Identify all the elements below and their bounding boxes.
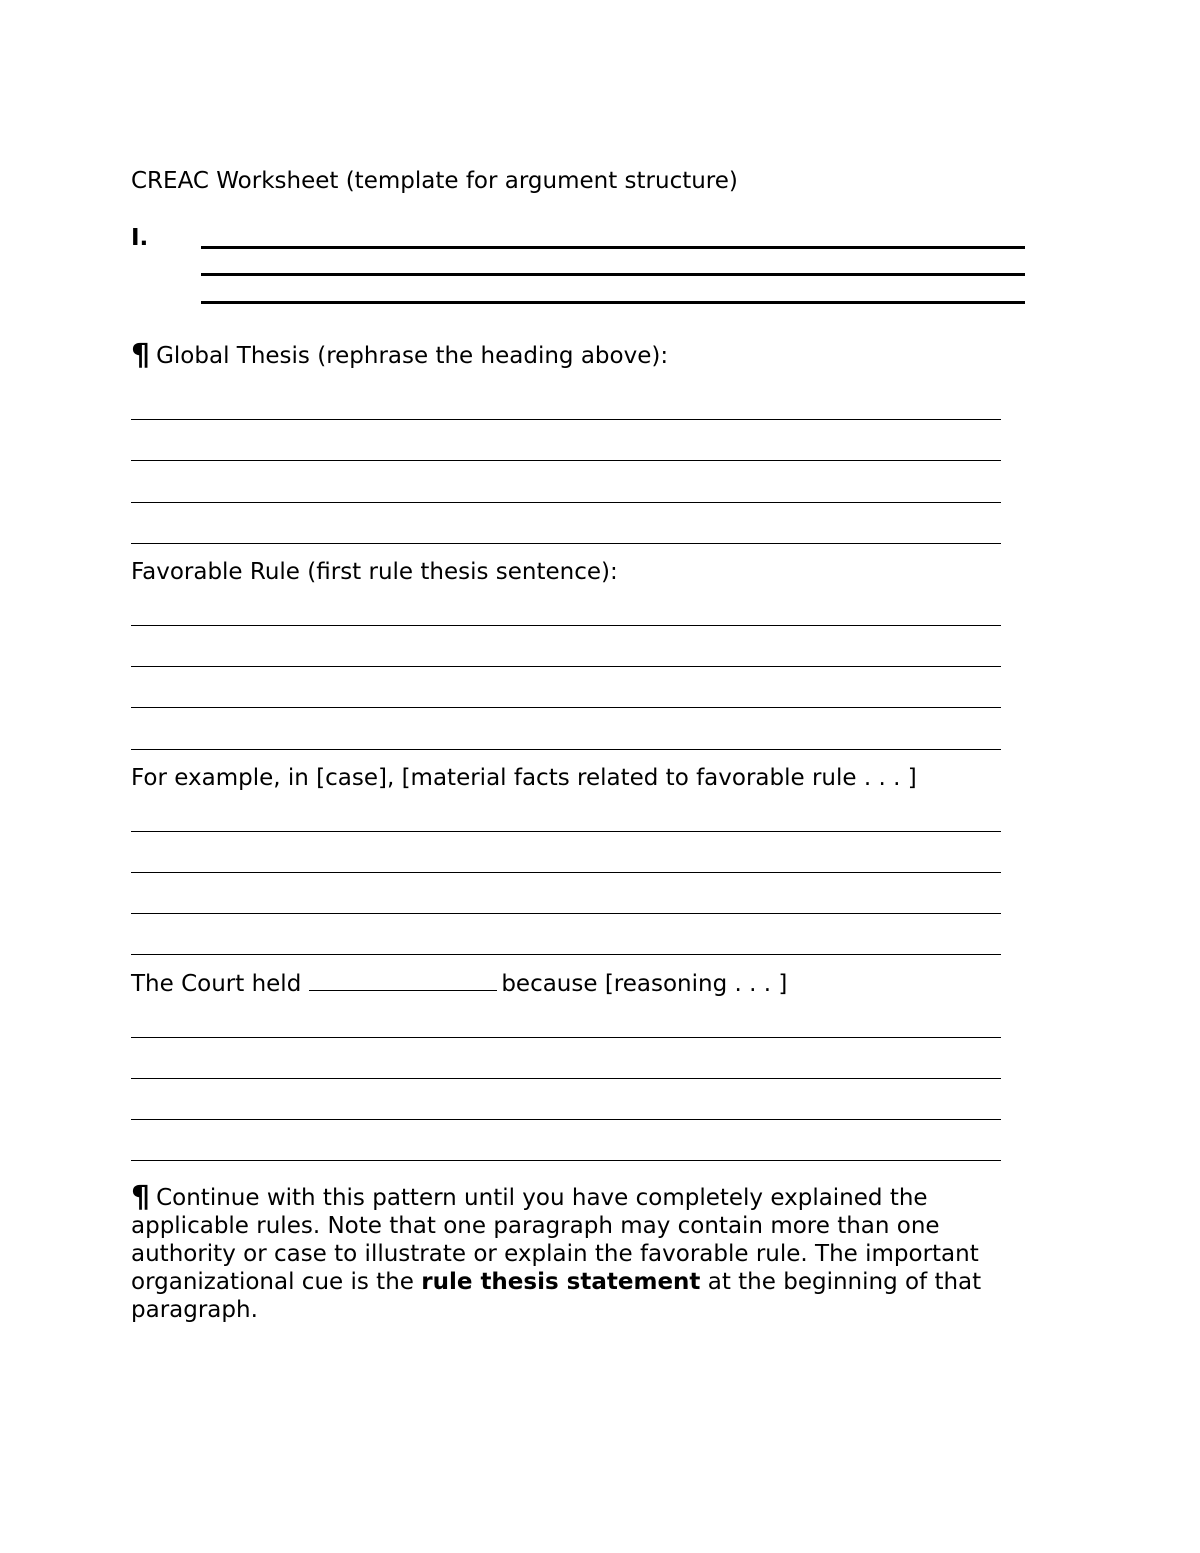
- global-thesis-line-1[interactable]: [131, 419, 1001, 420]
- reasoning-line-3[interactable]: [131, 1119, 1001, 1120]
- heading-blank-line-3[interactable]: [201, 301, 1025, 304]
- court-held-suffix: because [reasoning . . . ]: [501, 971, 788, 997]
- example-line-2[interactable]: [131, 872, 1001, 873]
- court-held-prefix: The Court held: [131, 971, 302, 997]
- global-thesis-label: [131, 338, 669, 373]
- favorable-rule-label: Favorable Rule (first rule thesis sentence):: [131, 559, 618, 585]
- reasoning-line-4[interactable]: [131, 1160, 1001, 1161]
- heading-number: I.: [131, 225, 149, 251]
- reasoning-line-1[interactable]: [131, 1037, 1001, 1038]
- global-thesis-text: Global Thesis (rephrase the heading above):: [156, 343, 669, 369]
- court-held-blank[interactable]: [309, 970, 497, 991]
- favorable-rule-line-4[interactable]: [131, 749, 1001, 750]
- global-thesis-line-4[interactable]: [131, 543, 1001, 544]
- global-thesis-line-2[interactable]: [131, 460, 1001, 461]
- reasoning-line-2[interactable]: [131, 1078, 1001, 1079]
- closing-text-bold: rule thesis statement: [421, 1269, 701, 1295]
- global-thesis-line-3[interactable]: [131, 502, 1001, 503]
- closing-instructions: [131, 1182, 1011, 1324]
- pilcrow-icon: ¶: [131, 1180, 151, 1215]
- favorable-rule-line-2[interactable]: [131, 666, 1001, 667]
- example-line-4[interactable]: [131, 954, 1001, 955]
- closing-text-part2: at the beginning of that paragraph.: [131, 1269, 982, 1323]
- pilcrow-icon: ¶: [131, 338, 151, 373]
- closing-text-part1: Continue with this pattern until you have completely explained the applicable rules. Note that one paragraph may contain more than one authority or case to illustrate or explain the favorable rule. The important organizational cue is the: [131, 1185, 979, 1295]
- heading-blank-line-2[interactable]: [201, 273, 1025, 276]
- example-label: For example, in [case], [material facts related to favorable rule . . . ]: [131, 765, 917, 791]
- favorable-rule-line-1[interactable]: [131, 625, 1001, 626]
- worksheet-title: CREAC Worksheet (template for argument structure): [131, 168, 738, 194]
- example-line-3[interactable]: [131, 913, 1001, 914]
- heading-blank-line-1[interactable]: [201, 246, 1025, 249]
- example-line-1[interactable]: [131, 831, 1001, 832]
- court-held-label: [131, 970, 787, 998]
- favorable-rule-line-3[interactable]: [131, 707, 1001, 708]
